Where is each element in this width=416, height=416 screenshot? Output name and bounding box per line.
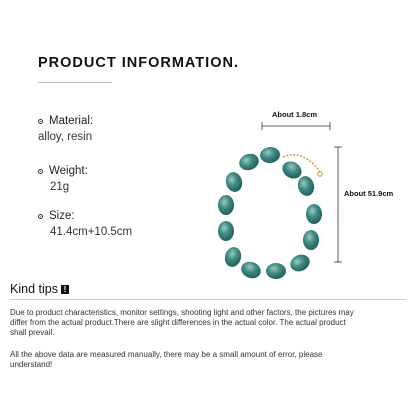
kind-tips-label: Kind tips	[10, 282, 58, 296]
bead	[239, 259, 263, 281]
clasp-icon	[318, 172, 322, 176]
bead	[223, 245, 244, 268]
tips-paragraph: All the above data are measured manually, there may be a small amount of error, please understand!	[10, 350, 323, 369]
bead	[224, 170, 245, 193]
spec-label: Material:	[49, 115, 94, 127]
bead	[306, 204, 322, 224]
tips-paragraph: Due to product characteristics, monitor settings, shooting light and other factors, the pictures may differ from the actual product.There are slight differences in the actual color. The actual product shall prevail.	[10, 308, 354, 337]
spec-label: Weight:	[49, 165, 88, 177]
bead	[259, 146, 280, 164]
bead	[266, 263, 286, 279]
bead	[296, 174, 317, 197]
bead	[218, 195, 234, 215]
exclamation-icon: !	[61, 285, 69, 294]
bead	[218, 221, 234, 241]
length-dimension-label: About 51.9cm	[344, 189, 394, 198]
spec-value: 41.4cm+10.5cm	[50, 226, 133, 238]
bead	[237, 151, 261, 173]
bead	[288, 252, 313, 275]
spec-value: alloy, resin	[38, 131, 93, 143]
spec-label: Size:	[49, 210, 75, 222]
bead	[303, 230, 319, 250]
spec-value: 21g	[50, 181, 70, 193]
page-title: PRODUCT INFORMATION.	[38, 55, 239, 71]
bead-strand	[218, 146, 322, 281]
width-dimension-label: About 1.8cm	[272, 110, 318, 119]
kind-tips-heading	[10, 282, 69, 296]
tips-divider	[10, 299, 406, 300]
